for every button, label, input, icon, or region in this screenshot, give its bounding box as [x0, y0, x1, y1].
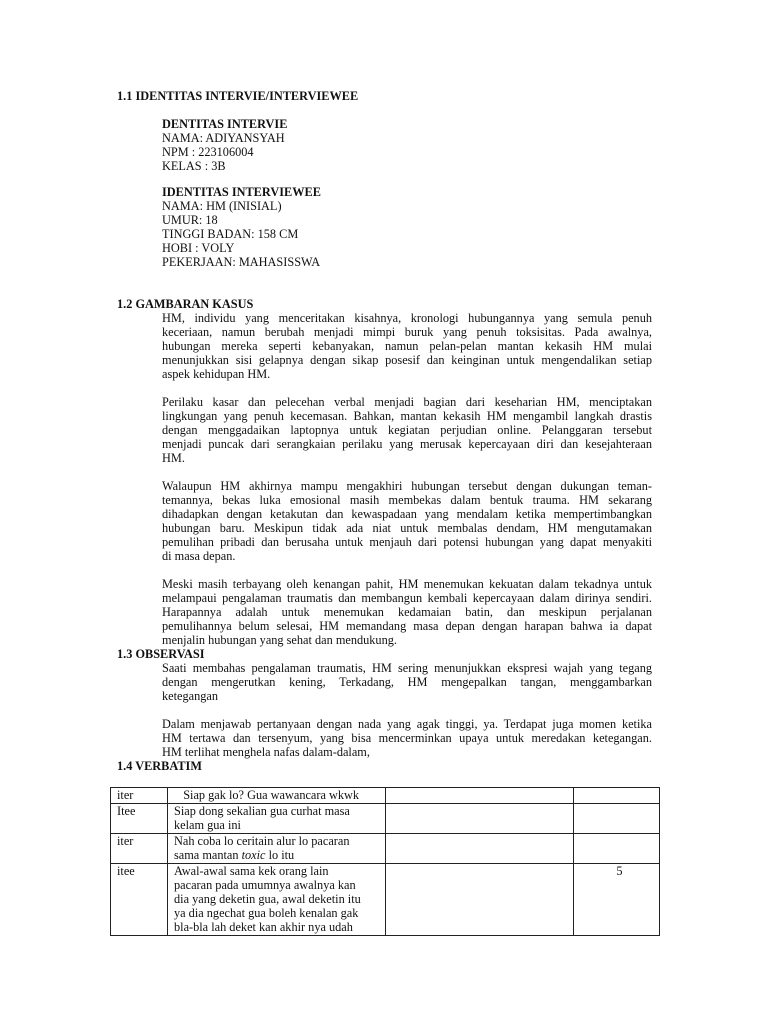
- interviewee-occupation: PEKERJAAN: MAHASISSWA: [162, 255, 321, 269]
- text-line: pemulihan pribadi dan berusaha untuk menjauh dari potensi hubungan yang dapat menyakiti: [162, 535, 652, 549]
- speaker-cell: itee: [111, 864, 168, 936]
- observation-paragraph-1: [162, 661, 652, 703]
- utterance-line: Siap dong sekalian gua curhat masa: [174, 804, 350, 818]
- line-number-cell: [574, 788, 660, 804]
- text-line: hubungan baru. Meskipun tidak ada niat untuk membalas dendam, HM mengutamakan: [162, 521, 652, 535]
- speaker-cell: iter: [111, 788, 168, 804]
- text-line: aspek kehidupan HM.: [162, 367, 271, 381]
- text-line: Perilaku kasar dan pelecehan verbal menjadi bagian dari keseharian HM, menciptakan: [162, 395, 652, 409]
- interviewee-age: UMUR: 18: [162, 213, 218, 227]
- utterance-text: sama mantan: [174, 848, 242, 862]
- empty-cell: [386, 834, 574, 864]
- utterance-cell: [168, 788, 386, 804]
- verbatim-table: [110, 787, 660, 936]
- text-line: hubungan mereka seperti kebanyakan, namun pelan-pelan mantan kekasih HM mulai: [162, 339, 652, 353]
- interviewer-class: KELAS : 3B: [162, 159, 226, 173]
- text-line: melampaui pengalaman traumatis dan membangun kembali kepercayaan dalam dirinya sendiri.: [162, 591, 652, 605]
- text-line: dengan mengerutkan kening, Terkadang, HM mengepalkan tangan, menggambarkan: [162, 675, 652, 689]
- utterance-line: kelam gua ini: [174, 818, 241, 832]
- text-line: temannya, bekas luka emosional masih membekas dalam bentuk trauma. HM sekarang: [162, 493, 652, 507]
- interviewee-identity: [162, 185, 321, 269]
- text-line: HM, individu yang menceritakan kisahnya, kronologi hubungannya yang semula penuh: [162, 311, 652, 325]
- interviewee-height: TINGGI BADAN: 158 CM: [162, 227, 299, 241]
- utterance-line: Nah coba lo ceritain alur lo pacaran: [174, 834, 350, 848]
- text-line: Walaupun HM akhirnya mampu mengakhiri hubungan tersebut dengan dukungan teman-: [162, 479, 652, 493]
- text-line: Harapannya adalah untuk menemukan kedamaian batin, dan meskipun perjalanan: [162, 605, 652, 619]
- text-line: menjadi puncak dari serangkaian perilaku yang merusak kepercayaan diri dan kesejahteraan: [162, 437, 652, 451]
- observation-paragraph-2: [162, 717, 652, 759]
- table-row: [111, 834, 660, 864]
- speaker-cell: iter: [111, 834, 168, 864]
- utterance-line: Awal-awal sama kek orang lain: [174, 864, 329, 878]
- text-line: pemulihannya belum selesai, HM memandang masa depan dengan harapan bahwa ia dapat: [162, 619, 652, 633]
- empty-cell: [386, 788, 574, 804]
- text-line: HM terlihat menghela nafas dalam-dalam,: [162, 745, 370, 759]
- speaker-cell: Itee: [111, 804, 168, 834]
- utterance-cell: [168, 864, 386, 936]
- line-number-cell: 5: [574, 864, 660, 936]
- text-line: Saati membahas pengalaman traumatis, HM sering menunjukkan ekspresi wajah yang tegang: [162, 661, 652, 675]
- utterance-line: Siap gak lo? Gua wawancara wkwk: [174, 788, 360, 802]
- text-line: dihadapkan dengan ketakutan dan kewaspadaan yang mendalam ketika mempertimbangkan: [162, 507, 652, 521]
- text-line: Meski masih terbayang oleh kenangan pahit, HM menemukan kekuatan dalam tekadnya untuk: [162, 577, 652, 591]
- interviewee-hobby: HOBI : VOLY: [162, 241, 235, 255]
- utterance-cell: [168, 834, 386, 864]
- interviewee-name: NAMA: HM (INISIAL): [162, 199, 282, 213]
- line-number-cell: [574, 804, 660, 834]
- text-line: ketegangan: [162, 689, 218, 703]
- utterance-line: [174, 848, 385, 862]
- utterance-line: dia yang deketin gua, awal deketin itu: [174, 892, 361, 906]
- case-paragraph-2: [162, 395, 652, 465]
- empty-cell: [386, 804, 574, 834]
- empty-cell: [386, 864, 574, 936]
- line-number-cell: [574, 834, 660, 864]
- text-line: dengan menggadaikan laptopnya untuk kegiatan perjudian online. Pelanggaran tersebut: [162, 423, 652, 437]
- utterance-line: pacaran pada umumnya awalnya kan: [174, 878, 356, 892]
- table-row: [111, 788, 660, 804]
- section-1-1-title: 1.1 IDENTITAS INTERVIE/INTERVIEWEE: [117, 89, 359, 103]
- interviewee-heading: IDENTITAS INTERVIEWEE: [162, 185, 321, 199]
- text-line: HM tertawa dan tersenyum, yang bisa mencerminkan upaya untuk meredakan ketegangan.: [162, 731, 652, 745]
- case-paragraph-4: [162, 577, 652, 647]
- utterance-line: bla-bla lah deket kan akhir nya udah: [174, 920, 353, 934]
- case-paragraph-1: [162, 311, 652, 381]
- utterance-text: lo itu: [265, 848, 295, 862]
- utterance-line: ya dia ngechat gua boleh kenalan gak: [174, 906, 359, 920]
- table-row: [111, 864, 660, 936]
- text-line: Dalam menjawab pertanyaan dengan nada yang agak tinggi, ya. Terdapat juga momen ketika: [162, 717, 652, 731]
- case-paragraph-3: [162, 479, 652, 563]
- utterance-cell: [168, 804, 386, 834]
- text-line: di masa depan.: [162, 549, 236, 563]
- interviewer-name: NAMA: ADIYANSYAH: [162, 131, 285, 145]
- text-line: menunjukkan sisi gelapnya dengan sikap posesif dan keinginan untuk mengendalikan setiap: [162, 353, 652, 367]
- table-row: [111, 804, 660, 834]
- section-1-3-title: 1.3 OBSERVASI: [117, 647, 205, 661]
- text-line: lingkungan yang penuh kecemasan. Bahkan, mantan kekasih HM mengambil langkah drastis: [162, 409, 652, 423]
- italic-word: toxic: [241, 848, 266, 862]
- text-line: menjalin hubungan yang sehat dan mendukung.: [162, 633, 397, 647]
- section-1-2-title: 1.2 GAMBARAN KASUS: [117, 297, 254, 311]
- interviewer-identity: [162, 117, 287, 173]
- interviewer-npm: NPM : 223106004: [162, 145, 254, 159]
- interviewer-heading: DENTITAS INTERVIE: [162, 117, 288, 131]
- text-line: HM.: [162, 451, 185, 465]
- text-line: keceriaan, namun berubah menjadi mimpi buruk yang penuh toksisitas. Pada awalnya,: [162, 325, 652, 339]
- section-1-4-title: 1.4 VERBATIM: [117, 759, 202, 773]
